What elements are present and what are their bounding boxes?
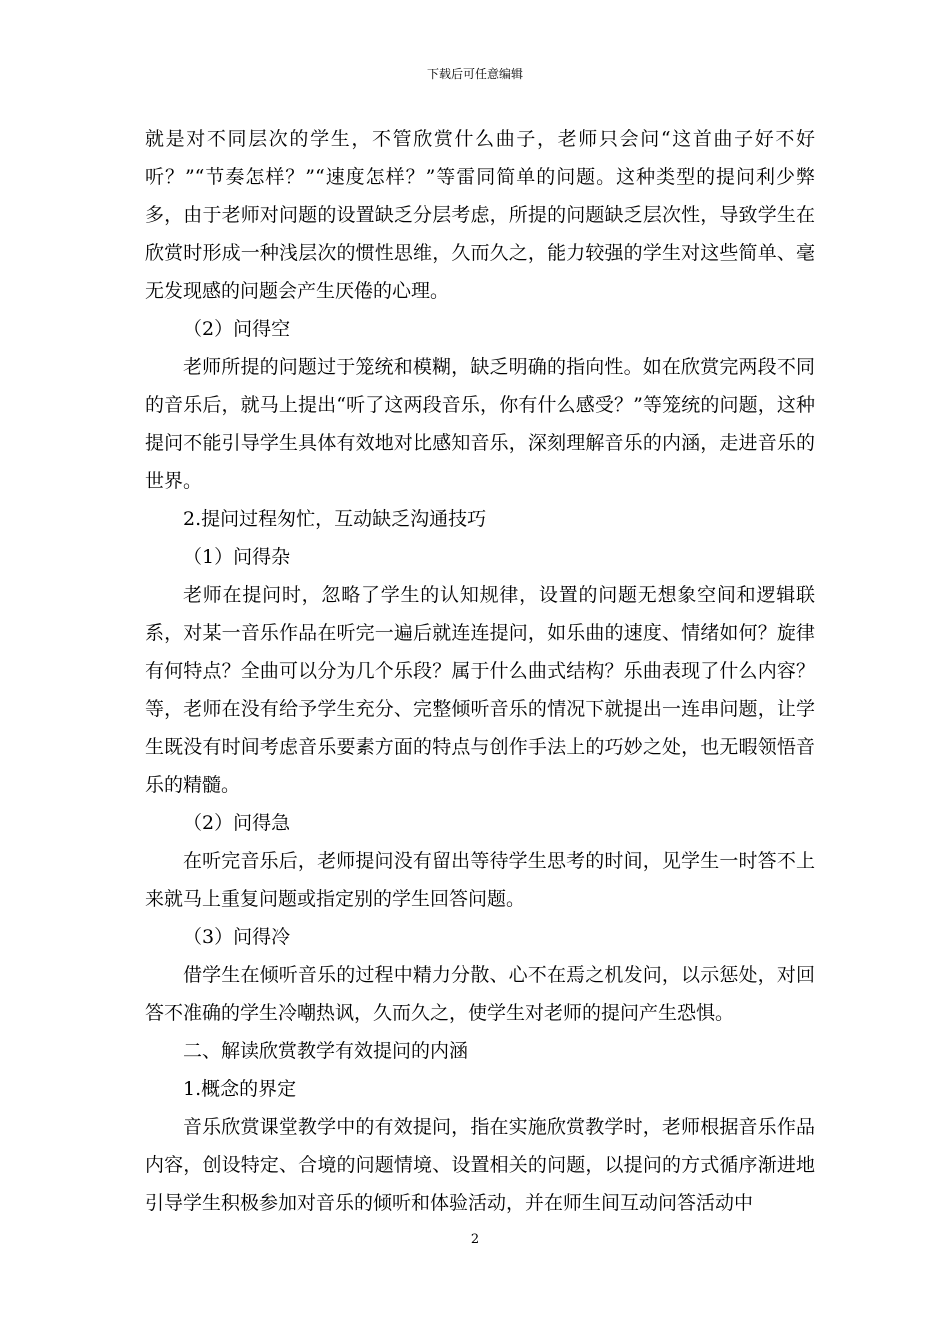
section-heading: 二、解读欣赏教学有效提问的内涵 [183, 1040, 469, 1062]
page-header: 下载后可任意编辑 [426, 67, 523, 81]
paragraph: 就是对不同层次的学生，不管欣赏什么曲子，老师只会问“这首曲子好不好听？”“节奏怎样？”“速度怎样？”等雷同简单的问题。这种类型的提问利少弊多，由于老师对问题的设置缺乏分层考虑，所提的问题缺乏层次性，导致学生在欣赏时形成一种浅层次的惯性思维，久而久之，能力较强的学生对这些简单、毫无发现感的问题会产生厌倦的心理。 [145, 128, 815, 302]
paragraph: 老师所提的问题过于笼统和模糊，缺乏明确的指向性。如在欣赏完两段不同的音乐后，就马上提出“听了这两段音乐，你有什么感受？”等笼统的问题，这种提问不能引导学生具体有效地对比感知音乐，深刻理解音乐的内涵，走进音乐的世界。 [145, 356, 815, 492]
page-number: 2 [470, 1232, 480, 1247]
section-subheading: （3）问得冷 [183, 926, 291, 948]
paragraph: 在听完音乐后，老师提问没有留出等待学生思考的时间，见学生一时答不上来就马上重复问题或指定别的学生回答问题。 [145, 850, 815, 910]
document-body [145, 120, 815, 1222]
section-subheading: （2）问得急 [183, 812, 291, 834]
section-subheading: （2）问得空 [183, 318, 291, 340]
section-subheading: （1）问得杂 [183, 546, 291, 568]
section-heading: 2.提问过程匆忙，互动缺乏沟通技巧 [183, 508, 487, 530]
paragraph: 老师在提问时，忽略了学生的认知规律，设置的问题无想象空间和逻辑联系，对某一音乐作品在听完一遍后就连连提问，如乐曲的速度、情绪如何？旋律有何特点？全曲可以分为几个乐段？属于什么曲式结构？乐曲表现了什么内容？等，老师在没有给予学生充分、完整倾听音乐的情况下就提出一连串问题，让学生既没有时间考虑音乐要素方面的特点与创作手法上的巧妙之处，也无暇领悟音乐的精髓。 [145, 584, 815, 796]
section-heading: 1.概念的界定 [183, 1078, 297, 1100]
paragraph: 音乐欣赏课堂教学中的有效提问，指在实施欣赏教学时，老师根据音乐作品内容，创设特定、合境的问题情境、设置相关的问题，以提问的方式循序渐进地引导学生积极参加对音乐的倾听和体验活动，并在师生间互动问答活动中 [145, 1116, 815, 1214]
paragraph: 借学生在倾听音乐的过程中精力分散、心不在焉之机发问，以示惩处，对回答不准确的学生冷嘲热讽，久而久之，使学生对老师的提问产生恐惧。 [145, 964, 815, 1024]
